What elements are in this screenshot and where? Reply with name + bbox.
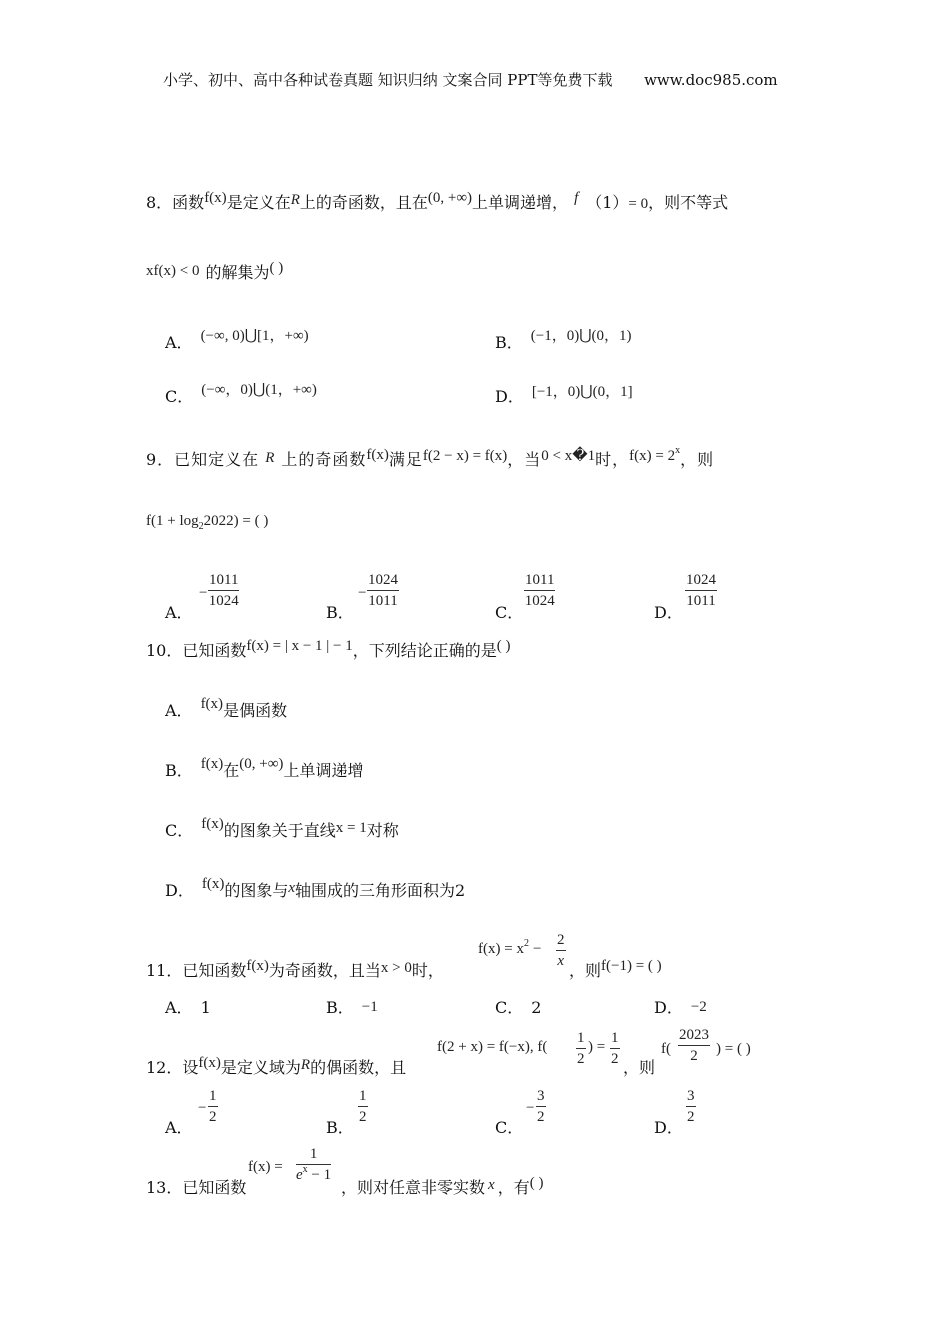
option-fx: f(x) [201, 876, 225, 892]
q8-fx: f(x) [204, 190, 227, 206]
q12-c-sign: − [526, 1100, 535, 1116]
numerator: 1 [577, 1030, 585, 1046]
q9-query-tail: 2022) = ( ) [203, 513, 269, 529]
fraction-bar [208, 590, 239, 591]
q12-number: 12．设 [146, 1058, 199, 1077]
option-text: 是偶函数 [223, 701, 288, 720]
option-label: D． [654, 998, 683, 1017]
q8-option-c[interactable] [165, 384, 317, 407]
den-tail: − 1 [307, 1167, 332, 1183]
q11-option-b[interactable] [326, 995, 378, 1018]
option-label: A． [165, 1118, 193, 1137]
q10-option-d[interactable] [165, 878, 465, 901]
q9-number: 9．已知定义在 [146, 450, 260, 469]
fraction-bar [536, 1106, 546, 1107]
q10-option-c[interactable] [165, 818, 399, 841]
q8-option-a[interactable] [165, 330, 309, 353]
option-label: D． [165, 881, 194, 900]
q10-option-b[interactable] [165, 758, 363, 781]
numerator: 1 [611, 1030, 619, 1046]
q8-number: 8．函数 [146, 193, 205, 212]
q12-cond-part2: ) = [588, 1039, 606, 1055]
numerator: 1 [309, 1146, 318, 1162]
q10-answer-paren: ( ) [496, 638, 511, 654]
q8-f: f [574, 190, 579, 206]
q11-query-line [569, 958, 662, 981]
den-base: e [296, 1167, 303, 1183]
q8-interval: (0, +∞) [427, 190, 473, 206]
option-label: C． [495, 998, 524, 1017]
option-value: [−1，0)⋃(0，1] [531, 384, 633, 400]
q9-query: f(1 + log [146, 513, 199, 529]
numerator: 3 [687, 1088, 695, 1104]
numerator: 3 [537, 1088, 545, 1104]
q12-query-fraction [678, 1027, 710, 1065]
q11-fx: f(x) [246, 958, 269, 974]
option-text: 的图象关于直线 [223, 821, 336, 840]
q12-option-d[interactable] [654, 1115, 683, 1138]
q12-condition [437, 1039, 547, 1056]
q9-def-exp: x [675, 445, 681, 456]
q9-range: 0 < x�1 [541, 448, 596, 464]
q8-text: ，则不等式 [648, 193, 729, 212]
header-text: 小学、初中、高中各种试卷真题 知识归纳 文案合同 PPT等免费下载 [163, 71, 613, 89]
q9-definition [629, 445, 681, 464]
option-label: D． [654, 1118, 683, 1137]
option-value: 2 [531, 998, 542, 1017]
option-label: C． [165, 821, 194, 840]
option-text: 的图象与 [224, 881, 289, 900]
numerator: 2 [557, 932, 565, 948]
q8-option-b[interactable] [495, 330, 632, 353]
option-label: B． [326, 998, 354, 1017]
option-fx: f(x) [200, 756, 224, 772]
q10-text: ，下列结论正确的是 [352, 641, 497, 660]
q12-d-fraction [686, 1088, 696, 1126]
denominator [296, 1164, 332, 1184]
q11-def-fraction [556, 932, 566, 970]
option-fx: f(x) [201, 816, 224, 832]
q9-condition: f(2 − x) = f(x) [422, 448, 508, 464]
q9-fx: f(x) [366, 447, 389, 463]
option-label: C． [495, 1118, 524, 1137]
q9-a-sign: − [199, 585, 208, 601]
q11-option-a[interactable] [165, 995, 211, 1018]
numerator: 1 [359, 1088, 367, 1104]
den-exp: x [302, 1164, 308, 1175]
q13-def-left: f(x) = [248, 1159, 283, 1175]
fraction-bar [358, 1106, 368, 1107]
fraction-bar [524, 590, 555, 591]
q11-option-c[interactable] [495, 995, 541, 1018]
denominator: 1011 [686, 593, 716, 609]
option-interval: (0, +∞) [239, 756, 284, 772]
q12-fx: f(x) [198, 1055, 221, 1071]
q12-text: 的偶函数，且 [310, 1058, 407, 1077]
q12-text: ，则 [623, 1058, 656, 1077]
question-13 [146, 1175, 246, 1198]
option-label: B． [326, 603, 354, 622]
fraction-bar [686, 1106, 696, 1107]
q13-number: 13．已知函数 [146, 1178, 247, 1197]
q13-x: x [488, 1177, 495, 1193]
question-8-line1 [146, 190, 728, 213]
numerator: 1011 [525, 572, 555, 588]
q11-number: 11．已知函数 [146, 961, 247, 980]
q11-option-d[interactable] [654, 995, 707, 1018]
q12-query-f: f( [661, 1041, 671, 1057]
option-value: (−1，0)⋃(0，1) [530, 328, 632, 344]
q8-one: （1） [586, 193, 629, 212]
q12-option-a[interactable] [165, 1115, 193, 1138]
q12-c-fraction [536, 1088, 546, 1126]
q12-a-fraction [208, 1088, 218, 1126]
q11-condition: x > 0 [380, 960, 412, 976]
fraction-bar [610, 1048, 620, 1049]
numerator: 1 [209, 1088, 217, 1104]
denominator: 2 [209, 1109, 217, 1125]
q9-text: 上的奇函数 [281, 450, 367, 469]
option-label: B． [495, 333, 523, 352]
q8-text: 的解集为 [205, 263, 270, 282]
fraction-bar [678, 1045, 710, 1046]
q8-text: 是定义在 [226, 193, 291, 212]
q12-option-c[interactable] [495, 1115, 523, 1138]
q13-text: ，则对任意非零实数 [341, 1178, 486, 1197]
q9-option-a[interactable] [165, 600, 193, 623]
numerator: 1024 [368, 572, 398, 588]
q9-b-fraction [367, 572, 399, 610]
q12-option-b[interactable] [326, 1115, 354, 1138]
denominator: 2 [690, 1048, 698, 1064]
option-label: C． [495, 603, 524, 622]
question-11 [146, 958, 444, 981]
q13-answer-paren: ( ) [529, 1175, 544, 1191]
q12-cond-part1: f(2 + x) = f(−x), f( [437, 1039, 548, 1055]
numerator: 1011 [209, 572, 239, 588]
option-text: 轴围成的三角形面积为2 [295, 881, 466, 900]
option-label: A． [165, 333, 193, 352]
denominator: 1024 [524, 593, 555, 609]
denominator: 2 [687, 1109, 695, 1125]
q9-text: ，则 [680, 450, 715, 469]
option-value: (−∞，0)⋃(1，+∞) [201, 382, 317, 398]
q9-c-fraction [524, 572, 555, 610]
q9-b-sign: − [358, 585, 367, 601]
q13-text: ，有 [497, 1178, 530, 1197]
q9-a-fraction [208, 572, 239, 610]
q9-text: ，当 [507, 450, 542, 469]
q8-text: 上单调递增， [472, 193, 569, 212]
q13-tail [341, 1175, 543, 1198]
q9-log-base: 2 [198, 521, 204, 532]
q9-d-fraction [685, 572, 717, 610]
fraction-bar [556, 950, 566, 951]
q12-query-tail: ) = ( ) [716, 1041, 751, 1057]
q9-R: R [265, 450, 276, 466]
q11-text: 为奇函数，且当 [268, 961, 381, 980]
option-label: A． [165, 998, 193, 1017]
option-label: A． [165, 603, 193, 622]
numerator: 1024 [686, 572, 716, 588]
fraction-bar [685, 590, 717, 591]
q8-option-d[interactable] [495, 384, 633, 407]
q12-cond-rfraction [610, 1030, 620, 1068]
option-fx: f(x) [200, 696, 224, 712]
q11-def-minus: − [532, 941, 542, 957]
option-label: D． [654, 603, 683, 622]
q11-def-exp: 2 [523, 938, 529, 949]
q9-text: 时， [595, 450, 630, 469]
q11-definition [478, 938, 545, 958]
q8-text: 上的奇函数，且在 [299, 193, 428, 212]
option-label: D． [495, 387, 524, 406]
q11-query: f(−1) = ( ) [601, 958, 662, 974]
question-9-line2 [146, 513, 268, 530]
option-label: C． [165, 387, 194, 406]
numerator: 2023 [679, 1027, 709, 1043]
option-label: A． [165, 701, 193, 720]
option-x: x [288, 880, 296, 896]
q8-eq0: = 0 [628, 196, 649, 212]
question-9-line1 [146, 447, 714, 470]
q8-R: R [290, 192, 300, 208]
q9-option-d[interactable] [654, 600, 683, 623]
q9-def-base: f(x) = 2 [629, 448, 676, 464]
q9-option-c[interactable] [495, 600, 523, 623]
fraction-bar [576, 1048, 586, 1049]
q10-definition: f(x) = | x − 1 | − 1 [246, 638, 353, 654]
q10-option-a[interactable] [165, 698, 287, 721]
fraction-bar [296, 1164, 331, 1165]
header-url[interactable]: www.doc985.com [644, 71, 778, 89]
q13-def-fraction [296, 1146, 331, 1184]
q11-text: ，则 [569, 961, 602, 980]
q12-R: R [300, 1057, 311, 1073]
option-value: (−∞, 0)⋃[1，+∞) [200, 328, 309, 344]
q11-def-left: f(x) = x [478, 941, 524, 957]
option-value: −2 [690, 999, 707, 1015]
question-10 [146, 638, 511, 661]
q8-answer-paren: ( ) [269, 260, 284, 276]
option-text: 上单调递增 [283, 761, 364, 780]
option-line: x = 1 [335, 820, 367, 836]
option-value: 1 [200, 998, 211, 1017]
fraction-bar [367, 590, 399, 591]
denominator: 1011 [368, 593, 398, 609]
option-value: −1 [361, 999, 378, 1015]
q9-option-b[interactable] [326, 600, 354, 623]
q12-b-fraction [358, 1088, 368, 1126]
denominator: 1024 [208, 593, 239, 609]
q10-number: 10．已知函数 [146, 641, 247, 660]
denominator: x [557, 953, 565, 969]
option-label: B． [326, 1118, 354, 1137]
denominator: 2 [577, 1051, 585, 1067]
q8-inequality: xf(x) < 0 [146, 263, 200, 279]
q11-text: 时， [411, 961, 444, 980]
denominator: 2 [611, 1051, 619, 1067]
option-text: 对称 [366, 821, 399, 840]
q12-a-sign: − [198, 1100, 207, 1116]
question-8-line2 [146, 260, 283, 283]
fraction-bar [208, 1106, 218, 1107]
denominator: 2 [537, 1109, 545, 1125]
q12-text: 是定义域为 [220, 1058, 301, 1077]
option-text: 在 [223, 761, 240, 780]
q12-cond-fraction [576, 1030, 586, 1068]
question-12 [146, 1055, 406, 1078]
header-banner [163, 69, 778, 90]
q9-text: 满足 [388, 450, 423, 469]
denominator: 2 [359, 1109, 367, 1125]
option-label: B． [165, 761, 193, 780]
